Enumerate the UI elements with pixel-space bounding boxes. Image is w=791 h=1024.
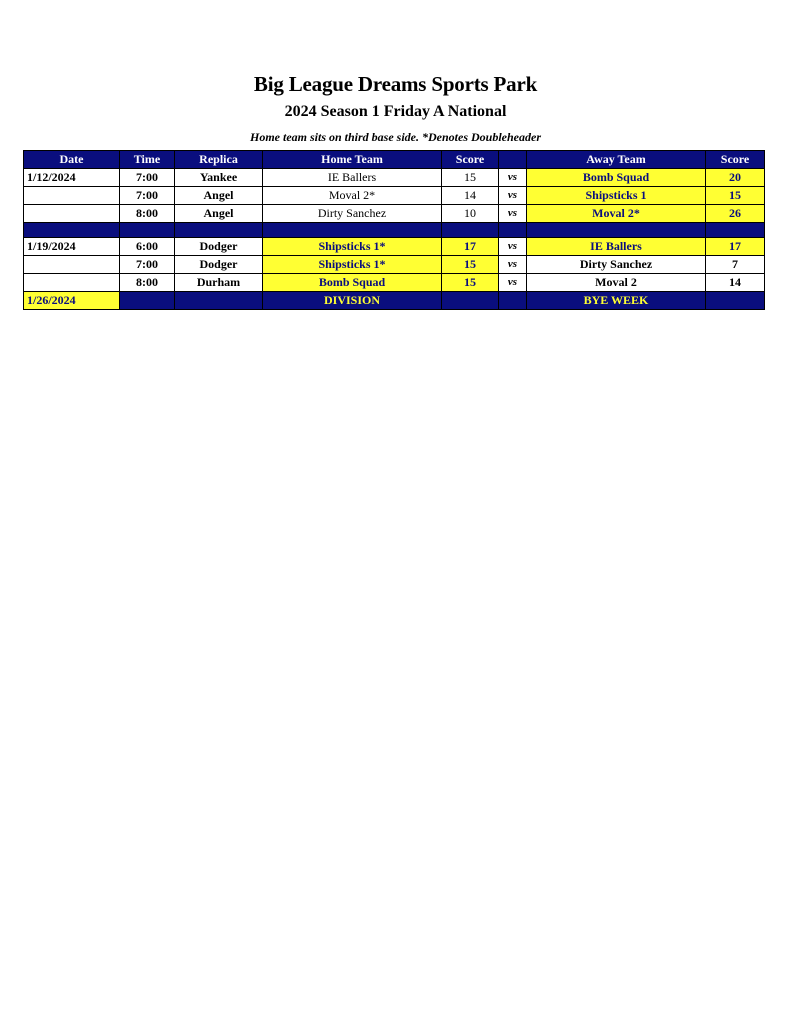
- cell-away-score: 15: [706, 187, 765, 205]
- cell-away-score: 26: [706, 205, 765, 223]
- table-row: [24, 205, 765, 223]
- cell-away-score: 7: [706, 256, 765, 274]
- bye-cell: [175, 292, 263, 310]
- bye-week-label: BYE WEEK: [527, 292, 706, 310]
- cell-home-team: Moval 2*: [263, 187, 442, 205]
- cell-away-team: IE Ballers: [527, 238, 706, 256]
- bye-cell: [706, 292, 765, 310]
- cell-date: 1/26/2024: [24, 292, 120, 310]
- schedule-note: Home team sits on third base side. *Denotes Doubleheader: [250, 130, 541, 144]
- cell-home-team: IE Ballers: [263, 169, 442, 187]
- cell-away-score: 17: [706, 238, 765, 256]
- cell-date: 1/19/2024: [24, 238, 120, 256]
- page-subtitle: 2024 Season 1 Friday A National: [284, 103, 507, 120]
- column-header-away-team: Away Team: [527, 151, 706, 169]
- page-title: Big League Dreams Sports Park: [253, 72, 538, 96]
- cell-time: 7:00: [120, 169, 175, 187]
- cell-vs: vs: [499, 238, 527, 256]
- cell-away-team: Dirty Sanchez: [527, 256, 706, 274]
- cell-replica: Durham: [175, 274, 263, 292]
- cell-replica: Angel: [175, 187, 263, 205]
- separator-cell: [175, 223, 263, 238]
- cell-home-score: 15: [442, 169, 499, 187]
- table-row: [24, 187, 765, 205]
- separator-cell: [442, 223, 499, 238]
- cell-away-team: Moval 2*: [527, 205, 706, 223]
- cell-home-team: Shipsticks 1*: [263, 256, 442, 274]
- cell-date: [24, 187, 120, 205]
- cell-vs: vs: [499, 205, 527, 223]
- cell-away-team: Shipsticks 1: [527, 187, 706, 205]
- cell-date: [24, 256, 120, 274]
- table-header-row: [24, 151, 765, 169]
- bye-division-label: DIVISION: [263, 292, 442, 310]
- column-header-replica: Replica: [175, 151, 263, 169]
- cell-replica: Angel: [175, 205, 263, 223]
- cell-home-team: Bomb Squad: [263, 274, 442, 292]
- cell-home-score: 17: [442, 238, 499, 256]
- table-row: [24, 238, 765, 256]
- column-header-date: Date: [24, 151, 120, 169]
- table-row: [24, 169, 765, 187]
- cell-away-score: 20: [706, 169, 765, 187]
- bye-cell: [120, 292, 175, 310]
- cell-home-score: 15: [442, 274, 499, 292]
- schedule-table: [23, 150, 765, 310]
- cell-replica: Yankee: [175, 169, 263, 187]
- bye-week-row: [24, 292, 765, 310]
- column-header-home-score: Score: [442, 151, 499, 169]
- cell-replica: Dodger: [175, 256, 263, 274]
- cell-time: 7:00: [120, 187, 175, 205]
- cell-replica: Dodger: [175, 238, 263, 256]
- cell-home-score: 10: [442, 205, 499, 223]
- cell-home-team: Dirty Sanchez: [263, 205, 442, 223]
- cell-home-team: Shipsticks 1*: [263, 238, 442, 256]
- cell-away-score: 14: [706, 274, 765, 292]
- cell-vs: vs: [499, 256, 527, 274]
- column-header-vs: [499, 151, 527, 169]
- separator-cell: [527, 223, 706, 238]
- cell-time: 6:00: [120, 238, 175, 256]
- cell-away-team: Bomb Squad: [527, 169, 706, 187]
- cell-time: 8:00: [120, 205, 175, 223]
- cell-home-score: 14: [442, 187, 499, 205]
- column-header-away-score: Score: [706, 151, 765, 169]
- separator-row: [24, 223, 765, 238]
- separator-cell: [499, 223, 527, 238]
- cell-date: [24, 205, 120, 223]
- cell-vs: vs: [499, 274, 527, 292]
- cell-vs: vs: [499, 187, 527, 205]
- table-row: [24, 256, 765, 274]
- table-row: [24, 274, 765, 292]
- bye-cell: [499, 292, 527, 310]
- cell-date: [24, 274, 120, 292]
- cell-vs: vs: [499, 169, 527, 187]
- cell-time: 7:00: [120, 256, 175, 274]
- cell-date: 1/12/2024: [24, 169, 120, 187]
- column-header-home-team: Home Team: [263, 151, 442, 169]
- separator-cell: [263, 223, 442, 238]
- separator-cell: [24, 223, 120, 238]
- cell-time: 8:00: [120, 274, 175, 292]
- separator-cell: [706, 223, 765, 238]
- bye-cell: [442, 292, 499, 310]
- column-header-time: Time: [120, 151, 175, 169]
- cell-away-team: Moval 2: [527, 274, 706, 292]
- separator-cell: [120, 223, 175, 238]
- cell-home-score: 15: [442, 256, 499, 274]
